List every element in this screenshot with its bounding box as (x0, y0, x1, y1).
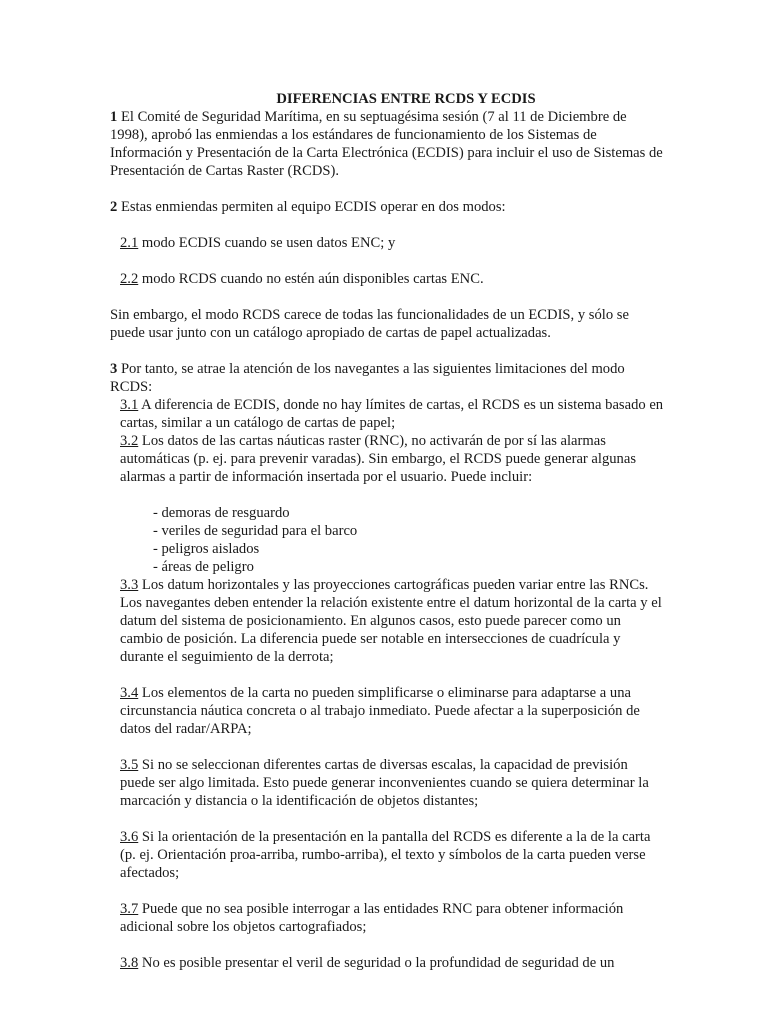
paragraph-text: A diferencia de ECDIS, donde no hay límites de cartas, el RCDS es un sistema basado en cartas, similar a un catálogo de cartas de papel; (120, 397, 664, 431)
paragraph-3-4 (110, 684, 666, 738)
paragraph-text: Puede que no sea posible interrogar a las entidades RNC para obtener información adicional sobre los objetos cartografiados; (120, 901, 624, 935)
paragraph-2-2 (110, 270, 666, 288)
paragraph-number: 3.8 (120, 955, 139, 971)
paragraph-number: 2.2 (120, 271, 139, 287)
paragraph-3-2 (110, 432, 666, 486)
paragraph-3-3 (110, 576, 666, 666)
paragraph-text: Si no se seleccionan diferentes cartas de diversas escalas, la capacidad de previsión puede ser algo limitada. Esto puede generar inconvenientes cuando se quiera determinar la marcación y distancia o la identificación de objetos distantes; (120, 757, 649, 809)
paragraph-number: 2 (110, 199, 118, 215)
paragraph-3 (110, 360, 666, 396)
paragraph-number: 3.4 (120, 685, 139, 701)
paragraph-text: modo RCDS cuando no estén aún disponibles cartas ENC. (138, 271, 484, 287)
list-item: - peligros aislados (153, 541, 260, 557)
paragraph-text: Estas enmiendas permiten al equipo ECDIS operar en dos modos: (117, 199, 506, 215)
document-title: DIFERENCIAS ENTRE RCDS Y ECDIS (276, 91, 536, 107)
paragraph-2-1 (110, 234, 666, 252)
paragraph-2 (110, 198, 666, 216)
list-item: - demoras de resguardo (153, 505, 290, 521)
paragraph-number: 2.1 (120, 235, 139, 251)
paragraph-text: El Comité de Seguridad Marítima, en su septuagésima sesión (7 al 11 de Diciembre de 1998), aprobó las enmiendas a los estándares de funcionamiento de los Sistemas de Información y Presentación de la Carta Electrónica (ECDIS) para incluir el uso de Sistemas de Presentación de Cartas Raster (RCDS). (110, 109, 663, 179)
paragraph-number: 3.3 (120, 577, 139, 593)
paragraph-text: modo ECDIS cuando se usen datos ENC; y (138, 235, 396, 251)
list-item: - veriles de seguridad para el barco (153, 523, 358, 539)
paragraph-text: Los datos de las cartas náuticas raster (RNC), no activarán de por sí las alarmas automáticas (p. ej. para prevenir varadas). Sin embargo, el RCDS puede generar algunas alarmas a partir de información insertada por el usuario. Puede incluir: (120, 433, 637, 485)
paragraph-3-7 (110, 900, 666, 936)
document-page (110, 90, 666, 972)
paragraph-sin-embargo: Sin embargo, el modo RCDS carece de todas las funcionalidades de un ECDIS, y sólo se puede usar junto con un catálogo apropiado de cartas de papel actualizadas. (110, 307, 629, 341)
paragraph-text: Los elementos de la carta no pueden simplificarse o eliminarse para adaptarse a una circunstancia náutica concreta o al trabajo inmediato. Puede afectar a la superposición de datos del radar/ARPA; (120, 685, 640, 737)
paragraph-3-6 (110, 828, 666, 882)
paragraph-number: 3.5 (120, 757, 139, 773)
paragraph-number: 3.7 (120, 901, 139, 917)
paragraph-number: 3.6 (120, 829, 139, 845)
paragraph-text: Los datum horizontales y las proyecciones cartográficas pueden variar entre las RNCs. Los navegantes deben entender la relación existente entre el datum horizontal de la carta y el datum del sistema de posicionamiento. En algunos casos, esto puede parecer como un cambio de posición. La diferencia puede ser notable en intersecciones de cuadrícula y durante el seguimiento de la derrota; (120, 577, 662, 665)
paragraph-text: Si la orientación de la presentación en la pantalla del RCDS es diferente a la de la carta (p. ej. Orientación proa-arriba, rumbo-arriba), el texto y símbolos de la carta pueden verse afectados; (120, 829, 651, 881)
paragraph-number: 3.1 (120, 397, 139, 413)
paragraph-3-1 (110, 396, 666, 432)
paragraph-number: 3 (110, 361, 118, 377)
paragraph-number: 1 (110, 109, 118, 125)
paragraph-number: 3.2 (120, 433, 139, 449)
alarm-list (110, 504, 666, 576)
list-item: - áreas de peligro (153, 559, 254, 575)
paragraph-text: Por tanto, se atrae la atención de los navegantes a las siguientes limitaciones del modo RCDS: (110, 361, 625, 395)
paragraph-3-5 (110, 756, 666, 810)
paragraph-1 (110, 108, 666, 180)
paragraph-3-8 (110, 954, 666, 972)
paragraph-text: No es posible presentar el veril de seguridad o la profundidad de seguridad de un (138, 955, 615, 971)
